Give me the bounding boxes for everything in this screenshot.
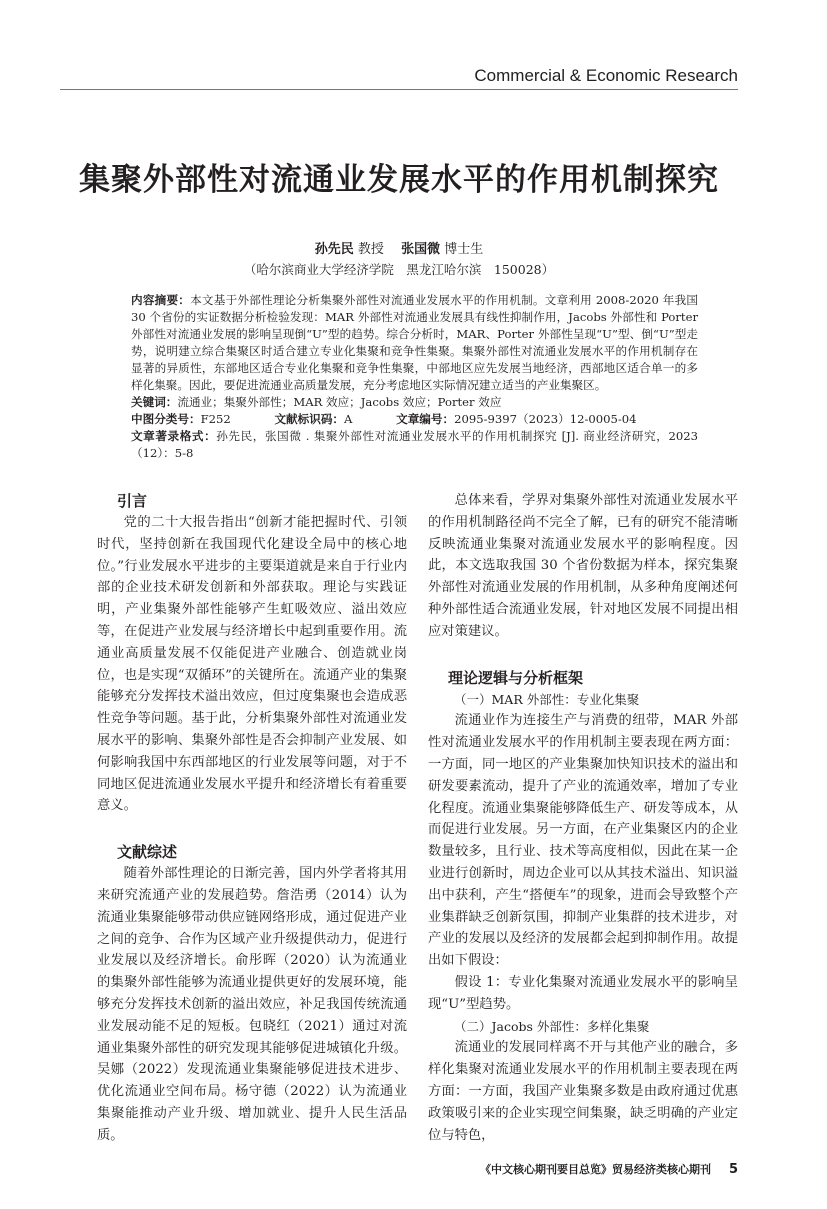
page-footer <box>60 1161 738 1179</box>
clc-value: F252 <box>200 412 231 426</box>
left-column <box>97 490 407 1147</box>
hypothesis: 假设 1：专业化集聚对流通业发展水平的影响呈现“U”型趋势。 <box>428 974 738 1012</box>
header-rule <box>60 89 738 90</box>
author-role: 博士生 <box>444 242 484 257</box>
affiliation: （哈尔滨商业大学经济学院 黑龙江哈尔滨 150028） <box>243 262 555 277</box>
section-heading-theory: 理论逻辑与分析框架 <box>448 668 584 687</box>
journal-name: Commercial & Economic Research <box>474 66 738 85</box>
clc-label: 中图分类号： <box>131 412 201 426</box>
citation <box>131 428 698 462</box>
subsection-heading-jacobs: （二）Jacobs 外部性：多样化集聚 <box>454 1018 650 1034</box>
section-heading-introduction: 引言 <box>117 492 148 510</box>
author-name: 张国微 <box>401 242 441 257</box>
paragraph: 流通业作为连接生产与消费的纽带，MAR 外部性对流通业发展水平的作用机制主要表现在两方面：一方面，同一地区的产业集聚加快知识技术的溢出和研发要素流动，提升了产业的流通效率，增加了专业化程度。流通业集聚能够降低生产、研发等成本，从而促进行业发展。另一方面，在产业集聚区内的企业数量较多，且行业、技术等高度相似，因此在某一企业进行创新时，周边企业可以从其技术溢出、知识溢出中获利，产生“搭便车”的现象，进而会导致整个产业集群缺乏创新氛围，抑制产业集群的技术进步，对产业的发展以及经济的发展都会起到抑制作用。故提出如下假设： <box>428 713 738 969</box>
abstract-label: 内容摘要： <box>131 293 191 307</box>
article-number-label: 文章编号： <box>396 412 455 426</box>
footer-text: 《中文核心期刊要目总览》贸易经济类核心期刊 <box>479 1162 711 1176</box>
paragraph: 流通业的发展同样离不开与其他产业的融合，多样化集聚对流通业发展水平的作用机制主要表现在两方面：一方面，我国产业集聚多数是由政府通过优惠政策吸引来的企业实现空间集聚，缺乏明确的产业定位与特色， <box>428 1040 738 1143</box>
paragraph: 总体来看，学界对集聚外部性对流通业发展水平的作用机制路径尚不完全了解，已有的研究不能清晰反映流通业集聚对流通业发展水平的影响程度。因此，本文选取我国 30 个省份数据为样本，探究集聚外部性对流通业发展的作用机制，从多种角度阐述何种外部性适合流通业发展，针对地区发展不同提出相应对策建议。 <box>428 493 738 639</box>
page-number: 5 <box>728 1161 738 1177</box>
paragraph: 党的二十大报告指出“创新才能把握时代、引领时代，坚持创新在我国现代化建设全局中的核心地位。”行业发展水平进步的主要渠道就是来自于行业内部的企业技术研发创新和外部获取。理论与实践证明，产业集聚外部性能够产生虹吸效应、溢出效应等，在促进产业发展与经济增长中起到重要作用。流通业高质量发展不仅能促进产业融合、创造就业岗位，也是实现“双循环”的关键所在。流通产业的集聚能够充分发挥技术溢出效应，但过度集聚也会造成恶性竞争等问题。基于此，分析集聚外部性对流通业发展水平的影响、集聚外部性是否会抑制产业发展、如何影响我国中东西部地区的行业发展等问题，对于不同地区促进流通业发展水平提升和经济增长有着重要意义。 <box>97 515 407 814</box>
doc-code-label: 文献标识码： <box>274 412 345 426</box>
abstract <box>131 292 698 394</box>
author-role: 教授 <box>357 242 384 257</box>
keywords-text: 流通业；集聚外部性；MAR 效应；Jacobs 效应；Porter 效应 <box>177 395 502 409</box>
article-title: 集聚外部性对流通业发展水平的作用机制探究 <box>79 162 719 198</box>
citation-label: 文章著录格式： <box>131 429 217 443</box>
right-column <box>428 490 738 1147</box>
keywords <box>131 394 698 411</box>
classification-row <box>131 411 698 428</box>
subsection-heading-mar: （一）MAR 外部性：专业化集聚 <box>454 691 640 707</box>
author-name: 孙先民 <box>314 242 354 257</box>
abstract-block <box>131 292 698 462</box>
article-number-value: 2095-9397（2023）12-0005-04 <box>454 412 637 426</box>
body-columns <box>97 490 738 1147</box>
paragraph: 随着外部性理论的日渐完善，国内外学者将其用来研究流通产业的发展趋势。詹浩勇（2014）认为流通业集聚能够带动供应链网络形成，通过促进产业之间的竞争、合作为区域产业升级提供动力，促进行业发展以及经济增长。俞彤晖（2020）认为流通业的集聚外部性能够为流通业提供更好的发展环境，能够充分发挥技术创新的溢出效应，补足我国传统流通业发展动能不足的短板。包晓红（2021）通过对流通业集聚外部性的研究发现其能够促进城镇化升级。吴娜（2022）发现流通业集聚能够促进技术进步、优化流通业空间布局。杨守德（2022）认为流通业集聚能推动产业升级、增加就业、提升人民生活品质。 <box>97 866 407 1143</box>
abstract-text: 本文基于外部性理论分析集聚外部性对流通业发展水平的作用机制。文章利用 2008-2020 年我国 30 个省份的实证数据分析检验发现：MAR 外部性对流通业发展具有线性抑制作用，Jacobs 外部性和 Porter 外部性对流通业发展的影响呈现倒“U”型的趋势。综合分析时，MAR、Porter 外部性呈现“U”型、倒“U”型走势，说明建立综合集聚区时适合建立专业化集聚和竞争性集聚。集聚外部性对流通业发展水平的作用机制存在显著的异质性，东部地区适合专业化集聚和竞争性集聚，中部地区应先发展当地经济，西部地区适合单一的多样化集聚。因此，要促进流通业高质量发展，充分考虑地区实际情况建立适当的产业集聚区。 <box>131 293 698 392</box>
doc-code-value: A <box>344 412 353 426</box>
section-heading-literature-review: 文献综述 <box>117 843 178 862</box>
authors <box>60 240 738 260</box>
citation-text: 孙先民，张国微 . 集聚外部性对流通业发展水平的作用机制探究 [J]. 商业经济研究，2023（12）：5-8 <box>131 429 698 460</box>
keywords-label: 关键词： <box>131 395 178 409</box>
